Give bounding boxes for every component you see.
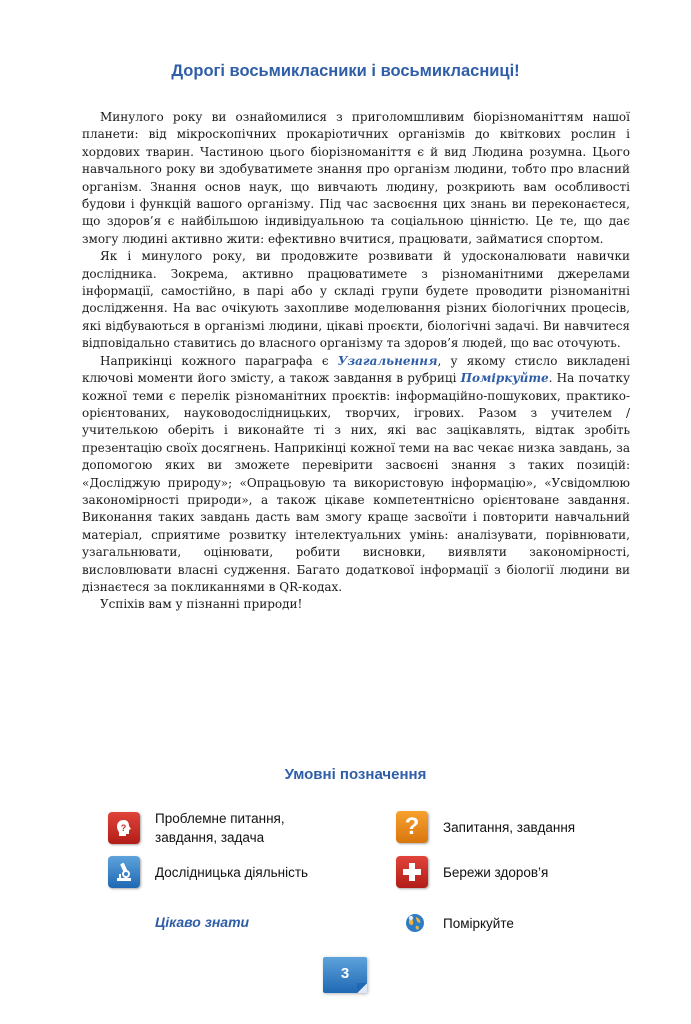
legend-item-problem	[108, 809, 285, 847]
legend-title: Умовні позначення	[284, 766, 427, 783]
question-mark-icon: ?	[396, 811, 428, 843]
health-cross-icon	[396, 856, 428, 888]
paragraph-3-part1: Наприкінці кожного параграфа є	[100, 353, 338, 368]
legend-item-research	[108, 856, 308, 888]
microscope-icon	[108, 856, 140, 888]
globe-icon	[404, 912, 426, 934]
legend-item-question	[396, 811, 575, 843]
legend-label-problem-line1: Проблемне питання,	[155, 811, 285, 826]
paragraph-1: Минулого року ви ознайомилися з приголомшливим біорізноманіттям нашої планети: від мікроскопічних прокаріотичних організмів до квіткових рослин і хордових тварин. Частиною цього біорізноманіття є й вид Людина розумна. Цього навчального року ви здобуватимете знання про організм людини, тобто про власний організм. Знання основ наук, що вивчають людину, розкриють вам особливості будови і функцій вашого організму. Під час засвоєння цих знань ви переконаєтеся, що здоров’я є найбільшою індивідуальною та соціальною цінністю. Це те, що дає змогу людині активно жити: ефективно вчитися, працювати, займатися спортом.	[82, 110, 630, 246]
paragraph-4: Успіхів вам у пізнанні природи!	[100, 597, 303, 612]
legend-label-problem	[155, 809, 285, 847]
rubric-pomirkuite: Поміркуйте	[460, 371, 549, 386]
paragraph-3	[82, 353, 630, 597]
page-number: 3	[340, 964, 350, 982]
intro-text	[82, 109, 630, 614]
legend-label-problem-line2: завдання, задача	[155, 830, 265, 845]
legend-item-health	[396, 856, 548, 888]
page-corner-fold	[357, 983, 367, 993]
problem-question-icon	[108, 812, 140, 844]
paragraph-3-part3: . На початку кожної теми є перелік різноманітних проєктів: інформаційно-пошукових, практико-орієнтованих, науководослідницьких, творчих, ігрових. Разом з учителем / учителькою оберіть і виконайте ті з них, які вас зацікавлять, відтак зробіть презентацію своїх досягнень. Наприкінці кожної теми на вас чекає низка завдань, за допомогою яких ви зможете перевірити засвоєні знання з таких позицій: «Досліджую природу»; «Опрацьовую та використовую інформацію», «Усвідомлюю закономірності природи», а також цікаве компетентнісно орієнтоване завдання. Виконання таких завдань дасть вам змогу краще засвоїти і повторити навчальний матеріал, сприятиме розвитку інтелектуальних умінь: аналізувати, порівнювати, узагальнювати, оцінювати, робити висновки, виявляти закономірності, висловлювати власні судження. Багато додаткової інформації з біології людини ви дізнаєтеся за покликаннями в QR-кодах.	[82, 371, 630, 594]
page-title: Дорогі восьмикласники і восьмикласниці!	[171, 62, 520, 80]
rubric-uzahalnennia: Узагальнення	[337, 353, 438, 368]
legend-item-think	[404, 912, 514, 934]
paragraph-3-part2: , у якому стисло викладені ключові моменти його змісту, а також завдання в рубриці	[82, 353, 631, 386]
legend-label-question: Запитання, завдання	[443, 819, 576, 835]
svg-text:?: ?	[120, 823, 127, 833]
legend-label-research: Дослідницька діяльність	[155, 864, 309, 880]
legend-label-health: Бережи здоров’я	[443, 864, 549, 880]
legend-label-interesting: Цікаво знати	[155, 914, 250, 930]
legend-label-think: Поміркуйте	[443, 915, 514, 931]
page-number-badge	[323, 957, 367, 993]
paragraph-2: Як і минулого року, ви продовжите розвивати й удосконалювати навички дослідника. Зокрема, активно працюватимете з різноманітними джерелами інформації, самостійно, в парі або у складі групи будете проводити різноманітні дослідження. На вас очікують захопливе моделювання різних біологічних процесів, які відбуваються в організмі людини, цікаві проєкти, біологічні задачі. Ви навчитеся відповідально ставитись до власного організму та здоров’я людей, що вас оточують.	[82, 249, 630, 351]
